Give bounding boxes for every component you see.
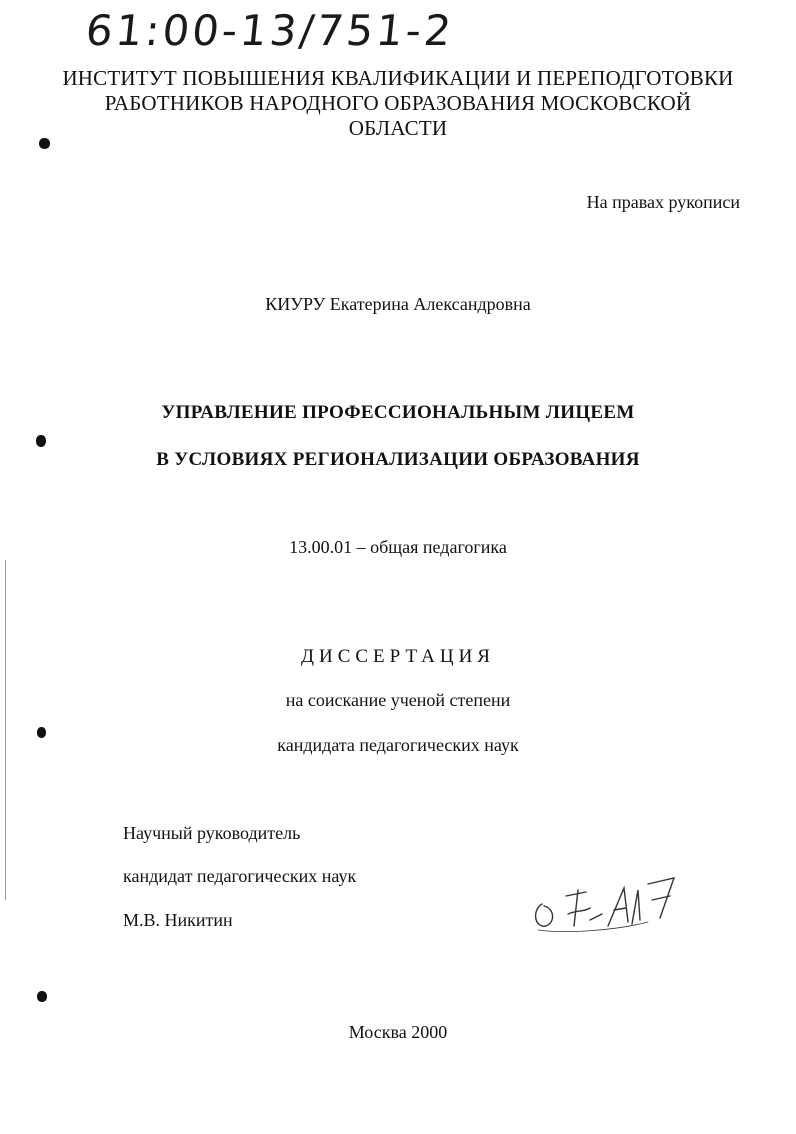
scan-blot [37,991,47,1002]
scan-edge-line [5,560,6,900]
specialty-code: 13.00.01 – общая педагогика [289,537,507,557]
institute-line-1: ИНСТИТУТ ПОВЫШЕНИЯ КВАЛИФИКАЦИИ И ПЕРЕПОДГОТОВКИ [62,66,734,90]
institute-line-3: ОБЛАСТИ [348,116,448,140]
document-type: ДИССЕРТАЦИЯ [301,646,495,667]
city-year: Москва 2000 [348,1022,448,1042]
supervisor-degree: кандидат педагогических наук [123,866,357,886]
handwritten-archive-code: 61:00-13/751-2 [83,6,457,55]
signature-image [528,870,678,940]
scan-blot [36,435,46,447]
supervisor-name: М.В. Никитин [123,910,233,930]
author-name: КИУРУ Екатерина Александровна [265,294,531,314]
scan-blot [39,138,50,149]
rights-note: На правах рукописи [586,192,740,212]
supervisor-label: Научный руководитель [123,823,301,843]
title-line-1: УПРАВЛЕНИЕ ПРОФЕССИОНАЛЬНЫМ ЛИЦЕЕМ [161,402,635,423]
title-line-2: В УСЛОВИЯХ РЕГИОНАЛИЗАЦИИ ОБРАЗОВАНИЯ [156,449,640,470]
scan-blot [37,727,46,738]
institute-name [0,66,796,141]
degree-line-1: на соискание ученой степени [285,690,511,710]
institute-line-2: РАБОТНИКОВ НАРОДНОГО ОБРАЗОВАНИЯ МОСКОВСКОЙ [104,91,692,115]
degree-line-2: кандидата педагогических наук [277,735,519,755]
